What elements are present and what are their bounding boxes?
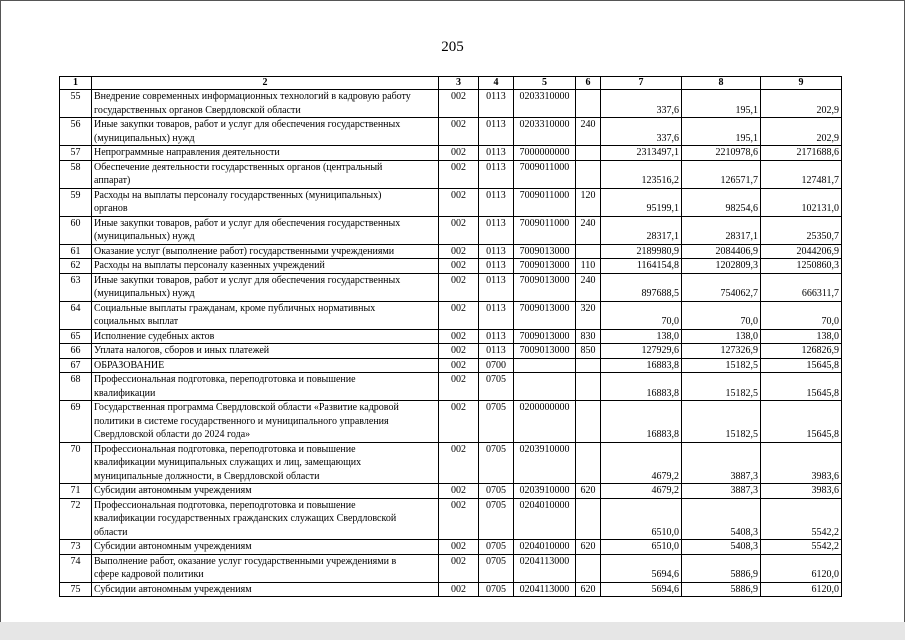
cell-c6: 850 [576, 344, 601, 359]
description-line: Субсидии автономным учреждениям [94, 485, 252, 496]
row-number: 58 [60, 160, 92, 188]
description-line: Иные закупки товаров, работ и услуг для обеспечения государственных [94, 274, 401, 286]
description-line: Субсидии автономным учреждениям [94, 541, 252, 552]
table-row [60, 118, 842, 146]
row-description [92, 582, 439, 597]
cell-c5: 0203910000 [514, 442, 576, 484]
cell-c6 [576, 358, 601, 373]
table-row [60, 344, 842, 359]
description-line: (муниципальных) нужд [94, 231, 195, 242]
cell-c6 [576, 442, 601, 484]
cell-c4: 0113 [479, 273, 514, 301]
cell-c8: 5408,3 [682, 540, 761, 555]
cell-c8: 2210978,6 [682, 146, 761, 161]
cell-c9: 202,9 [761, 90, 842, 118]
cell-c8: 2084406,9 [682, 244, 761, 259]
cell-c6: 620 [576, 582, 601, 597]
cell-c9: 25350,7 [761, 216, 842, 244]
description-line: сфере кадровой политики [94, 569, 204, 580]
cell-c7: 28317,1 [601, 216, 682, 244]
cell-c4: 0113 [479, 259, 514, 274]
description-line: Расходы на выплаты персоналу казенных учреждений [94, 260, 325, 271]
cell-c9: 5542,2 [761, 498, 842, 540]
cell-c7: 4679,2 [601, 484, 682, 499]
cell-c7: 123516,2 [601, 160, 682, 188]
cell-c4: 0113 [479, 329, 514, 344]
row-number: 64 [60, 301, 92, 329]
table-row [60, 216, 842, 244]
header-col-9: 9 [761, 77, 842, 90]
row-number: 60 [60, 216, 92, 244]
header-col-7: 7 [601, 77, 682, 90]
header-col-6: 6 [576, 77, 601, 90]
description-line: Расходы на выплаты персоналу государственных (муниципальных) [94, 189, 382, 201]
row-description [92, 554, 439, 582]
cell-c7: 16883,8 [601, 373, 682, 401]
cell-c9: 2171688,6 [761, 146, 842, 161]
cell-c3: 002 [439, 90, 479, 118]
table-row [60, 90, 842, 118]
cell-c4: 0113 [479, 160, 514, 188]
description-line: Свердловской области до 2024 года» [94, 429, 251, 440]
table-row [60, 358, 842, 373]
cell-c4: 0705 [479, 401, 514, 443]
cell-c3: 002 [439, 498, 479, 540]
cell-c8: 15182,5 [682, 401, 761, 443]
row-description [92, 442, 439, 484]
row-number: 70 [60, 442, 92, 484]
cell-c7: 16883,8 [601, 401, 682, 443]
row-description [92, 160, 439, 188]
cell-c9: 15645,8 [761, 373, 842, 401]
table-row [60, 259, 842, 274]
cell-c3: 002 [439, 244, 479, 259]
cell-c3: 002 [439, 188, 479, 216]
cell-c4: 0705 [479, 442, 514, 484]
cell-c3: 002 [439, 484, 479, 499]
cell-c8: 28317,1 [682, 216, 761, 244]
cell-c7: 2189980,9 [601, 244, 682, 259]
description-line: Субсидии автономным учреждениям [94, 583, 252, 595]
cell-c5: 0204113000 [514, 582, 576, 597]
cell-c9: 2044206,9 [761, 244, 842, 259]
cell-c4: 0705 [479, 540, 514, 555]
cell-c3: 002 [439, 329, 479, 344]
cell-c5: 7009013000 [514, 244, 576, 259]
description-line: Социальные выплаты гражданам, кроме публичных нормативных [94, 302, 376, 314]
cell-c3: 002 [439, 118, 479, 146]
row-number: 63 [60, 273, 92, 301]
cell-c5: 7009011000 [514, 216, 576, 244]
row-number: 57 [60, 146, 92, 161]
cell-c9: 3983,6 [761, 442, 842, 484]
cell-c6 [576, 244, 601, 259]
cell-c4: 0113 [479, 90, 514, 118]
row-description [92, 498, 439, 540]
description-line: квалификации [94, 387, 156, 399]
cell-c4: 0113 [479, 244, 514, 259]
header-col-4: 4 [479, 77, 514, 90]
row-description [92, 259, 439, 274]
row-description [92, 358, 439, 373]
cell-c8: 126571,7 [682, 160, 761, 188]
cell-c6: 110 [576, 259, 601, 274]
row-description [92, 146, 439, 161]
cell-c5: 7009011000 [514, 160, 576, 188]
description-line: Иные закупки товаров, работ и услуг для обеспечения государственных [94, 119, 401, 130]
row-number: 71 [60, 484, 92, 499]
cell-c8: 5886,9 [682, 554, 761, 582]
description-line: (муниципальных) нужд [94, 132, 195, 144]
cell-c4: 0113 [479, 301, 514, 329]
row-number: 56 [60, 118, 92, 146]
description-line: органов [94, 203, 128, 214]
row-number: 67 [60, 358, 92, 373]
cell-c9: 70,0 [761, 301, 842, 329]
cell-c4: 0113 [479, 118, 514, 146]
cell-c7: 337,6 [601, 90, 682, 118]
cell-c9: 102131,0 [761, 188, 842, 216]
cell-c6 [576, 90, 601, 118]
cell-c4: 0705 [479, 373, 514, 401]
description-line: (муниципальных) нужд [94, 288, 195, 299]
cell-c6: 830 [576, 329, 601, 344]
cell-c9: 202,9 [761, 118, 842, 146]
description-line: Государственная программа Свердловской области «Развитие кадровой [94, 402, 399, 413]
row-description [92, 344, 439, 359]
description-line: Исполнение судебных актов [94, 330, 215, 342]
cell-c3: 002 [439, 273, 479, 301]
table-body [60, 90, 842, 597]
cell-c5: 7009011000 [514, 188, 576, 216]
cell-c4: 0705 [479, 582, 514, 597]
row-description [92, 244, 439, 259]
cell-c4: 0113 [479, 216, 514, 244]
description-line: Оказание услуг (выполнение работ) государственными учреждениями [94, 245, 395, 257]
cell-c5: 0204113000 [514, 554, 576, 582]
cell-c8: 15182,5 [682, 373, 761, 401]
description-line: политики в системе государственного и муниципального управления [94, 415, 389, 427]
row-description [92, 540, 439, 555]
table-row [60, 244, 842, 259]
cell-c6: 240 [576, 118, 601, 146]
table-row [60, 301, 842, 329]
cell-c9: 6120,0 [761, 582, 842, 597]
cell-c4: 0700 [479, 358, 514, 373]
description-line: квалификации государственных гражданских служащих Свердловской [94, 513, 397, 524]
cell-c8: 195,1 [682, 90, 761, 118]
cell-c3: 002 [439, 540, 479, 555]
scan-bottom-edge [0, 622, 905, 640]
header-col-5: 5 [514, 77, 576, 90]
cell-c3: 002 [439, 401, 479, 443]
cell-c9: 1250860,3 [761, 259, 842, 274]
cell-c6 [576, 160, 601, 188]
cell-c6: 620 [576, 484, 601, 499]
cell-c6: 620 [576, 540, 601, 555]
cell-c5: 0203910000 [514, 484, 576, 499]
row-description [92, 329, 439, 344]
description-line: квалификации муниципальных служащих и лиц, замещающих [94, 457, 362, 468]
cell-c4: 0705 [479, 554, 514, 582]
cell-c7: 6510,0 [601, 498, 682, 540]
cell-c5: 0200000000 [514, 401, 576, 443]
row-number: 73 [60, 540, 92, 555]
cell-c3: 002 [439, 582, 479, 597]
cell-c8: 70,0 [682, 301, 761, 329]
cell-c5 [514, 373, 576, 401]
cell-c3: 002 [439, 554, 479, 582]
cell-c4: 0705 [479, 498, 514, 540]
cell-c5: 7009013000 [514, 273, 576, 301]
cell-c3: 002 [439, 373, 479, 401]
row-description [92, 484, 439, 499]
row-description [92, 90, 439, 118]
cell-c7: 127929,6 [601, 344, 682, 359]
cell-c5: 0203310000 [514, 90, 576, 118]
table-row [60, 540, 842, 555]
description-line: Непрограммные направления деятельности [94, 147, 280, 158]
cell-c8: 1202809,3 [682, 259, 761, 274]
cell-c7: 337,6 [601, 118, 682, 146]
cell-c9: 6120,0 [761, 554, 842, 582]
cell-c8: 127326,9 [682, 344, 761, 359]
cell-c7: 2313497,1 [601, 146, 682, 161]
cell-c8: 98254,6 [682, 188, 761, 216]
cell-c6: 240 [576, 273, 601, 301]
table-header-row [60, 77, 842, 90]
description-line: аппарат) [94, 175, 131, 186]
cell-c4: 0113 [479, 344, 514, 359]
row-number: 61 [60, 244, 92, 259]
cell-c8: 5408,3 [682, 498, 761, 540]
table-row [60, 554, 842, 582]
cell-c3: 002 [439, 442, 479, 484]
table-row [60, 373, 842, 401]
cell-c5: 7009013000 [514, 259, 576, 274]
row-number: 68 [60, 373, 92, 401]
cell-c3: 002 [439, 259, 479, 274]
cell-c4: 0113 [479, 188, 514, 216]
description-line: Профессиональная подготовка, переподготовка и повышение [94, 443, 356, 455]
table-row [60, 329, 842, 344]
cell-c7: 6510,0 [601, 540, 682, 555]
header-col-2: 2 [92, 77, 439, 90]
description-line: ОБРАЗОВАНИЕ [94, 359, 165, 371]
cell-c6 [576, 146, 601, 161]
cell-c7: 138,0 [601, 329, 682, 344]
cell-c5: 0204010000 [514, 498, 576, 540]
table-row [60, 160, 842, 188]
cell-c9: 127481,7 [761, 160, 842, 188]
table-row [60, 146, 842, 161]
cell-c9: 15645,8 [761, 358, 842, 373]
cell-c5: 7009013000 [514, 329, 576, 344]
description-line: Профессиональная подготовка, переподготовка и повышение [94, 374, 356, 385]
cell-c9: 15645,8 [761, 401, 842, 443]
cell-c6 [576, 401, 601, 443]
cell-c6 [576, 554, 601, 582]
table-row [60, 442, 842, 484]
row-number: 74 [60, 554, 92, 582]
row-number: 66 [60, 344, 92, 359]
cell-c5: 0204010000 [514, 540, 576, 555]
row-description [92, 301, 439, 329]
cell-c9: 5542,2 [761, 540, 842, 555]
row-description [92, 273, 439, 301]
cell-c8: 754062,7 [682, 273, 761, 301]
table-row [60, 401, 842, 443]
row-number: 65 [60, 329, 92, 344]
header-col-1: 1 [60, 77, 92, 90]
description-line: социальных выплат [94, 316, 179, 327]
cell-c3: 002 [439, 301, 479, 329]
cell-c3: 002 [439, 344, 479, 359]
cell-c8: 195,1 [682, 118, 761, 146]
description-line: Профессиональная подготовка, переподготовка и повышение [94, 499, 356, 511]
cell-c7: 16883,8 [601, 358, 682, 373]
cell-c3: 002 [439, 358, 479, 373]
cell-c7: 95199,1 [601, 188, 682, 216]
cell-c6 [576, 498, 601, 540]
cell-c6: 240 [576, 216, 601, 244]
table-row [60, 188, 842, 216]
cell-c8: 138,0 [682, 329, 761, 344]
description-line: государственных органов Свердловской области [94, 104, 301, 116]
table-row [60, 582, 842, 597]
cell-c8: 15182,5 [682, 358, 761, 373]
cell-c6 [576, 373, 601, 401]
cell-c3: 002 [439, 146, 479, 161]
row-number: 75 [60, 582, 92, 597]
header-col-8: 8 [682, 77, 761, 90]
row-number: 55 [60, 90, 92, 118]
description-line: Уплата налогов, сборов и иных платежей [94, 345, 270, 356]
cell-c9: 126826,9 [761, 344, 842, 359]
description-line: области [94, 526, 128, 538]
description-line: Внедрение современных информационных технологий в кадровую работу [94, 91, 411, 102]
row-description [92, 401, 439, 443]
description-line: Иные закупки товаров, работ и услуг для обеспечения государственных [94, 217, 401, 229]
description-line: Выполнение работ, оказание услуг государственными учреждениями в [94, 555, 397, 567]
cell-c7: 897688,5 [601, 273, 682, 301]
cell-c9: 666311,7 [761, 273, 842, 301]
row-number: 69 [60, 401, 92, 443]
cell-c9: 3983,6 [761, 484, 842, 499]
cell-c6: 320 [576, 301, 601, 329]
cell-c7: 70,0 [601, 301, 682, 329]
page-number: 205 [441, 39, 464, 55]
cell-c5: 7009013000 [514, 301, 576, 329]
cell-c7: 4679,2 [601, 442, 682, 484]
table-row [60, 498, 842, 540]
row-description [92, 373, 439, 401]
row-description [92, 118, 439, 146]
description-line: Обеспечение деятельности государственных органов (центральный [94, 161, 383, 173]
cell-c8: 3887,3 [682, 442, 761, 484]
budget-table [59, 76, 842, 597]
row-description [92, 188, 439, 216]
cell-c4: 0705 [479, 484, 514, 499]
cell-c8: 3887,3 [682, 484, 761, 499]
row-number: 72 [60, 498, 92, 540]
cell-c5: 0203310000 [514, 118, 576, 146]
cell-c8: 5886,9 [682, 582, 761, 597]
cell-c7: 1164154,8 [601, 259, 682, 274]
cell-c4: 0113 [479, 146, 514, 161]
cell-c7: 5694,6 [601, 554, 682, 582]
cell-c3: 002 [439, 160, 479, 188]
description-line: муниципальные должности, в Свердловской области [94, 470, 320, 482]
table-row [60, 484, 842, 499]
table-row [60, 273, 842, 301]
cell-c3: 002 [439, 216, 479, 244]
row-number: 62 [60, 259, 92, 274]
cell-c5: 7000000000 [514, 146, 576, 161]
row-description [92, 216, 439, 244]
cell-c5 [514, 358, 576, 373]
cell-c5: 7009013000 [514, 344, 576, 359]
cell-c9: 138,0 [761, 329, 842, 344]
header-col-3: 3 [439, 77, 479, 90]
cell-c6: 120 [576, 188, 601, 216]
row-number: 59 [60, 188, 92, 216]
cell-c7: 5694,6 [601, 582, 682, 597]
